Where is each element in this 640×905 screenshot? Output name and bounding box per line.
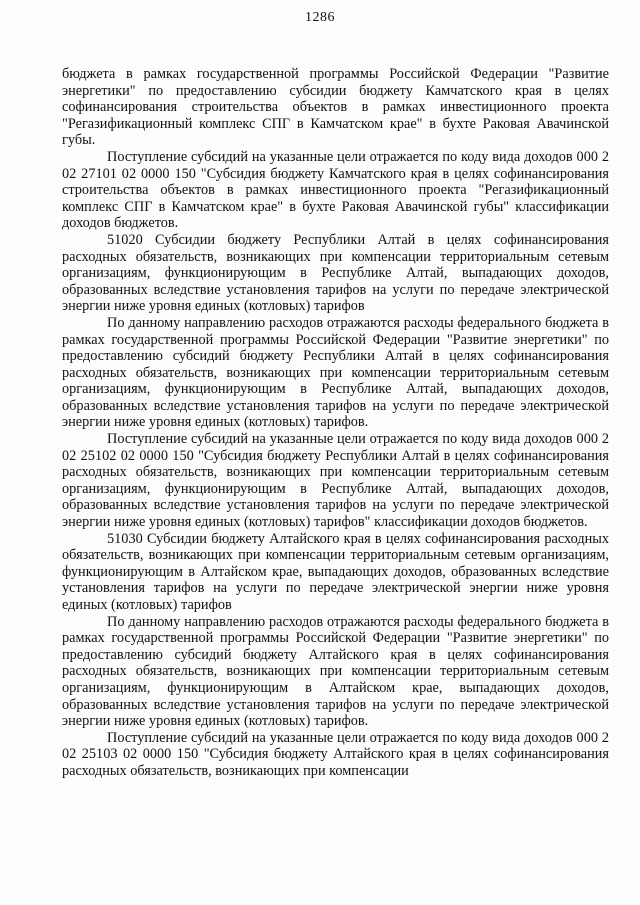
page-number: 1286 [305,10,335,25]
paragraph: 51020 Субсидии бюджету Республики Алтай в целях софинансирования расходных обязательств, возникающих при компенсации территориальным сетевым организациям, функционирующим в Республике Алтай, выпадающих доходов, образованных вследствие установления тарифов на услуги по передаче электрической энергии ниже уровня единых (котловых) тарифов [62,231,609,315]
paragraph: Поступление субсидий на указанные цели отражается по коду вида доходов 000 2 02 25103 02 0000 150 "Субсидия бюджету Алтайского края в целях софинансирования расходных обязательств, возникающих при компенсации [62,729,609,779]
paragraph: По данному направлению расходов отражаются расходы федерального бюджета в рамках государственной программы Российской Федерации "Развитие энергетики" по предоставлению субсидий бюджету Республики Алтай в целях софинансирования расходных обязательств, возникающих при компенсации территориальным сетевым организациям, функционирующим в Республике Алтай, выпадающих доходов, образованных вследствие установления тарифов на услуги по передаче электрической энергии ниже уровня единых (котловых) тарифов. [62,314,609,431]
paragraph: По данному направлению расходов отражаются расходы федерального бюджета в рамках государственной программы Российской Федерации "Развитие энергетики" по предоставлению субсидий бюджету Алтайского края в целях софинансирования расходных обязательств, возникающих при компенсации территориальным сетевым организациям, функционирующим в Алтайском крае, выпадающих доходов, образованных вследствие установления тарифов на услуги по передаче электрической энергии ниже уровня единых (котловых) тарифов. [62,613,609,730]
paragraph: 51030 Субсидии бюджету Алтайского края в целях софинансирования расходных обязательств, возникающих при компенсации территориальным сетевым организациям, функционирующим в Алтайском крае, выпадающих доходов, образованных вследствие установления тарифов на услуги по передаче электрической энергии ниже уровня единых (котловых) тарифов [62,530,609,613]
document-body [62,66,609,780]
paragraph: Поступление субсидий на указанные цели отражается по коду вида доходов 000 2 02 27101 02 0000 150 "Субсидия бюджету Камчатского края в целях софинансирования строительства объектов в рамках инвестиционного проекта "Регазификационный комплекс СПГ в Камчатском крае" в бухте Раковая Авачинской губы" классификации доходов бюджетов. [62,148,609,232]
paragraph: бюджета в рамках государственной программы Российской Федерации "Развитие энергетики" по предоставлению субсидии бюджету Камчатского края в целях софинансирования строительства объектов в рамках инвестиционного проекта "Регазификационный комплекс СПГ в Камчатском крае" в бухте Раковая Авачинской губы. [62,66,609,149]
paragraph: Поступление субсидий на указанные цели отражается по коду вида доходов 000 2 02 25102 02 0000 150 "Субсидия бюджету Республики Алтай в целях софинансирования расходных обязательств, возникающих при компенсации территориальным сетевым организациям, функционирующим в Республике Алтай, выпадающих доходов, образованных вследствие установления тарифов на услуги по передаче электрической энергии ниже уровня единых (котловых) тарифов" классификации доходов бюджетов. [62,431,609,531]
